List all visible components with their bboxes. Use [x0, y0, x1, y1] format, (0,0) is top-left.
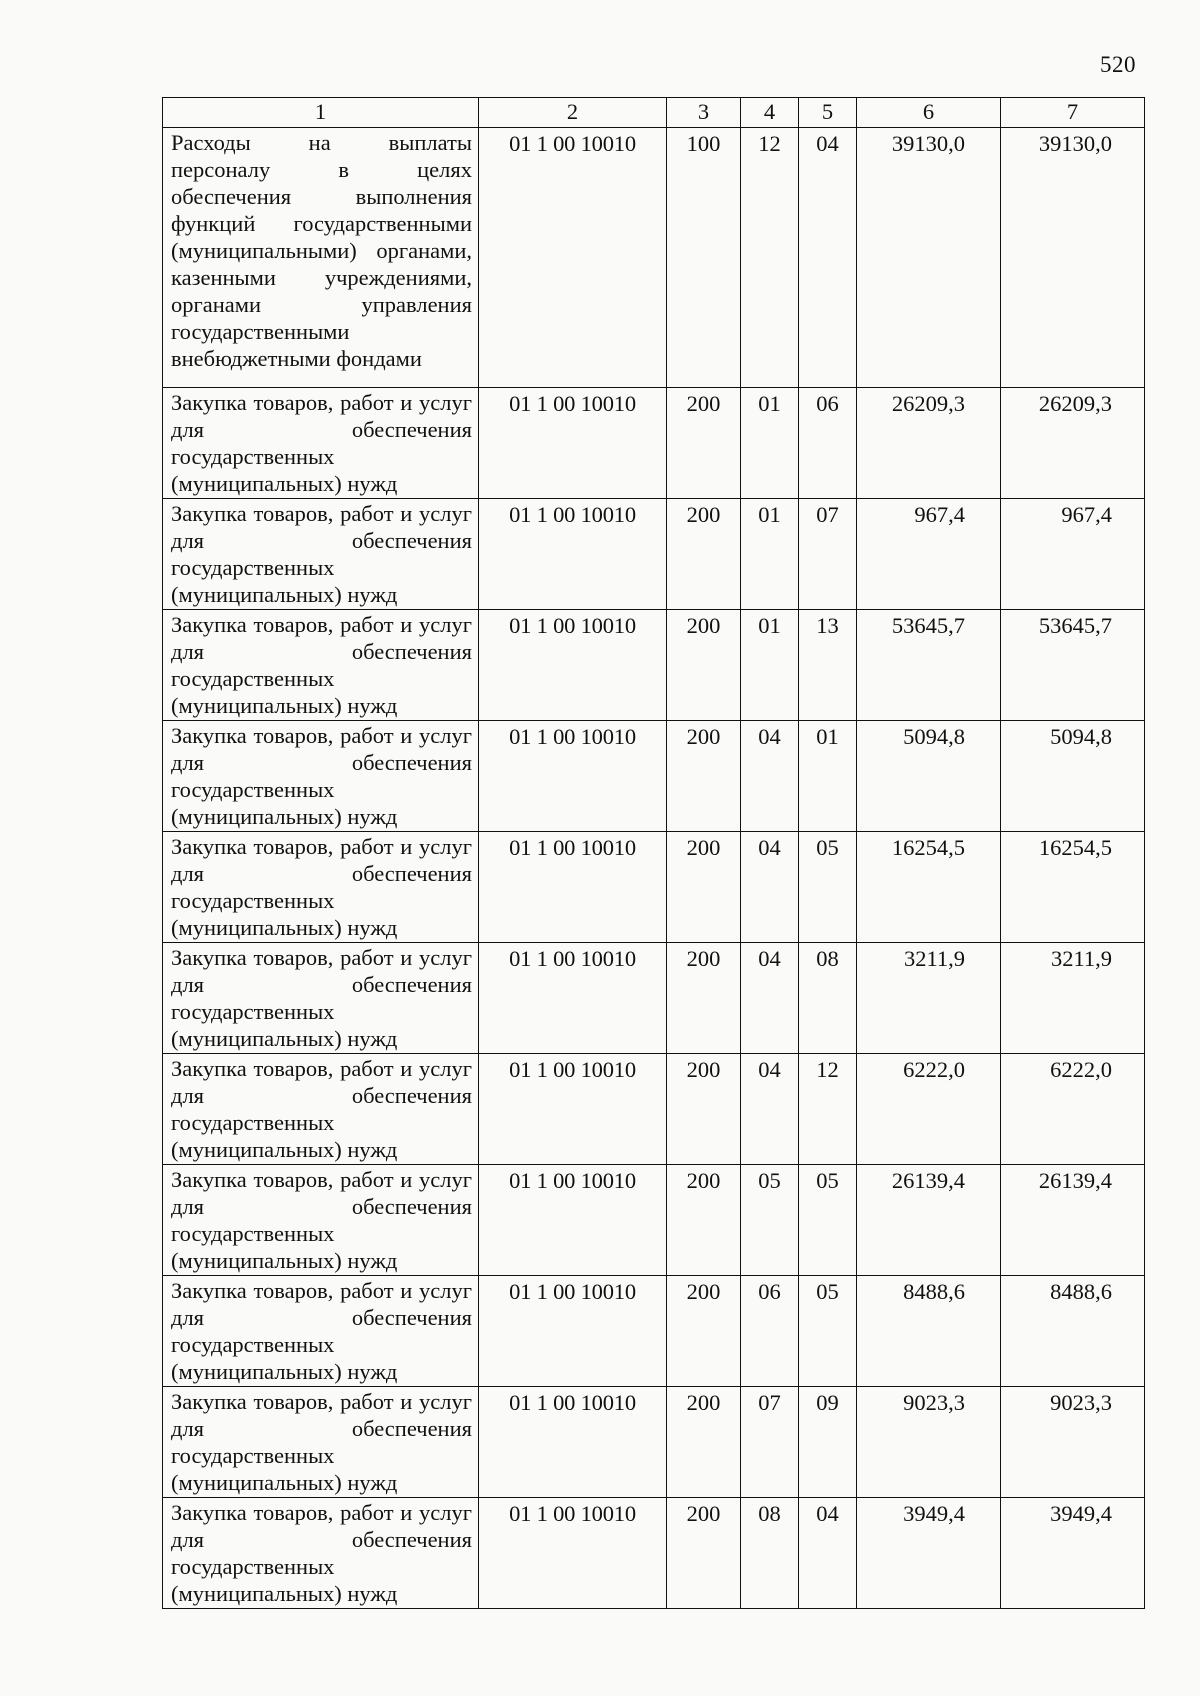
row-amount-col7: 3949,4 [1001, 1498, 1145, 1609]
row-section: 04 [741, 943, 799, 1054]
row-expense-type: 200 [667, 721, 741, 832]
row-amount-col7: 16254,5 [1001, 832, 1145, 943]
table-row [163, 499, 1145, 610]
row-description: Закупка товаров, работ и услуг для обеспечения государственных (муниципальных) нужд [163, 1165, 479, 1276]
row-expense-type: 200 [667, 1165, 741, 1276]
row-subsection: 07 [799, 499, 857, 610]
row-section: 01 [741, 388, 799, 499]
row-code: 01 1 00 10010 [479, 943, 667, 1054]
row-description: Закупка товаров, работ и услуг для обеспечения государственных (муниципальных) нужд [163, 943, 479, 1054]
row-subsection: 04 [799, 128, 857, 388]
row-subsection: 05 [799, 1276, 857, 1387]
row-amount-col7: 26139,4 [1001, 1165, 1145, 1276]
row-subsection: 05 [799, 832, 857, 943]
column-header: 2 [479, 98, 667, 128]
table-row [163, 832, 1145, 943]
row-expense-type: 200 [667, 388, 741, 499]
column-header: 7 [1001, 98, 1145, 128]
row-description: Закупка товаров, работ и услуг для обеспечения государственных (муниципальных) нужд [163, 499, 479, 610]
row-expense-type: 100 [667, 128, 741, 388]
row-amount-col6: 8488,6 [857, 1276, 1001, 1387]
row-subsection: 06 [799, 388, 857, 499]
row-amount-col6: 16254,5 [857, 832, 1001, 943]
row-expense-type: 200 [667, 943, 741, 1054]
budget-table [162, 97, 1145, 1609]
row-section: 08 [741, 1498, 799, 1609]
row-code: 01 1 00 10010 [479, 721, 667, 832]
table-row [163, 128, 1145, 388]
row-section: 01 [741, 499, 799, 610]
row-code: 01 1 00 10010 [479, 1165, 667, 1276]
row-amount-col7: 6222,0 [1001, 1054, 1145, 1165]
row-amount-col6: 967,4 [857, 499, 1001, 610]
row-subsection: 04 [799, 1498, 857, 1609]
row-amount-col6: 3211,9 [857, 943, 1001, 1054]
row-subsection: 05 [799, 1165, 857, 1276]
table-row [163, 1165, 1145, 1276]
row-section: 04 [741, 721, 799, 832]
row-description: Закупка товаров, работ и услуг для обеспечения государственных (муниципальных) нужд [163, 1387, 479, 1498]
row-amount-col6: 39130,0 [857, 128, 1001, 388]
table-row [163, 388, 1145, 499]
row-expense-type: 200 [667, 610, 741, 721]
row-code: 01 1 00 10010 [479, 128, 667, 388]
row-amount-col7: 3211,9 [1001, 943, 1145, 1054]
row-code: 01 1 00 10010 [479, 832, 667, 943]
header-row [163, 98, 1145, 128]
column-header: 1 [163, 98, 479, 128]
row-description: Закупка товаров, работ и услуг для обеспечения государственных (муниципальных) нужд [163, 388, 479, 499]
row-amount-col6: 9023,3 [857, 1387, 1001, 1498]
row-expense-type: 200 [667, 832, 741, 943]
row-code: 01 1 00 10010 [479, 610, 667, 721]
row-amount-col6: 26139,4 [857, 1165, 1001, 1276]
row-code: 01 1 00 10010 [479, 1054, 667, 1165]
row-description: Закупка товаров, работ и услуг для обеспечения государственных (муниципальных) нужд [163, 1276, 479, 1387]
row-description: Закупка товаров, работ и услуг для обеспечения государственных (муниципальных) нужд [163, 1054, 479, 1165]
table-row [163, 1054, 1145, 1165]
row-section: 04 [741, 1054, 799, 1165]
row-code: 01 1 00 10010 [479, 1387, 667, 1498]
table-row [163, 1387, 1145, 1498]
column-header: 5 [799, 98, 857, 128]
row-amount-col6: 26209,3 [857, 388, 1001, 499]
row-description: Расходы на выплаты персоналу в целях обеспечения выполнения функций государственными (муниципальными) органами, казенными учреждениями, органами управления государственными внебюджетными фондами [163, 128, 479, 388]
row-expense-type: 200 [667, 1054, 741, 1165]
row-amount-col6: 3949,4 [857, 1498, 1001, 1609]
row-expense-type: 200 [667, 1387, 741, 1498]
row-section: 07 [741, 1387, 799, 1498]
row-description: Закупка товаров, работ и услуг для обеспечения государственных (муниципальных) нужд [163, 1498, 479, 1609]
row-section: 01 [741, 610, 799, 721]
row-expense-type: 200 [667, 499, 741, 610]
row-section: 04 [741, 832, 799, 943]
row-amount-col7: 5094,8 [1001, 721, 1145, 832]
row-description: Закупка товаров, работ и услуг для обеспечения государственных (муниципальных) нужд [163, 832, 479, 943]
row-description: Закупка товаров, работ и услуг для обеспечения государственных (муниципальных) нужд [163, 721, 479, 832]
row-section: 06 [741, 1276, 799, 1387]
column-header: 6 [857, 98, 1001, 128]
row-section: 12 [741, 128, 799, 388]
row-code: 01 1 00 10010 [479, 499, 667, 610]
row-amount-col7: 8488,6 [1001, 1276, 1145, 1387]
column-header: 3 [667, 98, 741, 128]
row-subsection: 13 [799, 610, 857, 721]
table-row [163, 1498, 1145, 1609]
row-code: 01 1 00 10010 [479, 388, 667, 499]
row-amount-col7: 26209,3 [1001, 388, 1145, 499]
row-amount-col6: 6222,0 [857, 1054, 1001, 1165]
row-subsection: 08 [799, 943, 857, 1054]
row-amount-col7: 9023,3 [1001, 1387, 1145, 1498]
row-expense-type: 200 [667, 1498, 741, 1609]
row-section: 05 [741, 1165, 799, 1276]
row-code: 01 1 00 10010 [479, 1276, 667, 1387]
row-amount-col7: 967,4 [1001, 499, 1145, 610]
page-number: 520 [1100, 52, 1136, 77]
row-subsection: 09 [799, 1387, 857, 1498]
row-amount-col6: 5094,8 [857, 721, 1001, 832]
row-amount-col7: 39130,0 [1001, 128, 1145, 388]
table-row [163, 721, 1145, 832]
row-subsection: 12 [799, 1054, 857, 1165]
table-row [163, 610, 1145, 721]
row-code: 01 1 00 10010 [479, 1498, 667, 1609]
row-expense-type: 200 [667, 1276, 741, 1387]
table-row [163, 1276, 1145, 1387]
row-subsection: 01 [799, 721, 857, 832]
table-row [163, 943, 1145, 1054]
budget-table-body [163, 98, 1145, 1609]
row-description: Закупка товаров, работ и услуг для обеспечения государственных (муниципальных) нужд [163, 610, 479, 721]
row-amount-col7: 53645,7 [1001, 610, 1145, 721]
column-header: 4 [741, 98, 799, 128]
row-amount-col6: 53645,7 [857, 610, 1001, 721]
